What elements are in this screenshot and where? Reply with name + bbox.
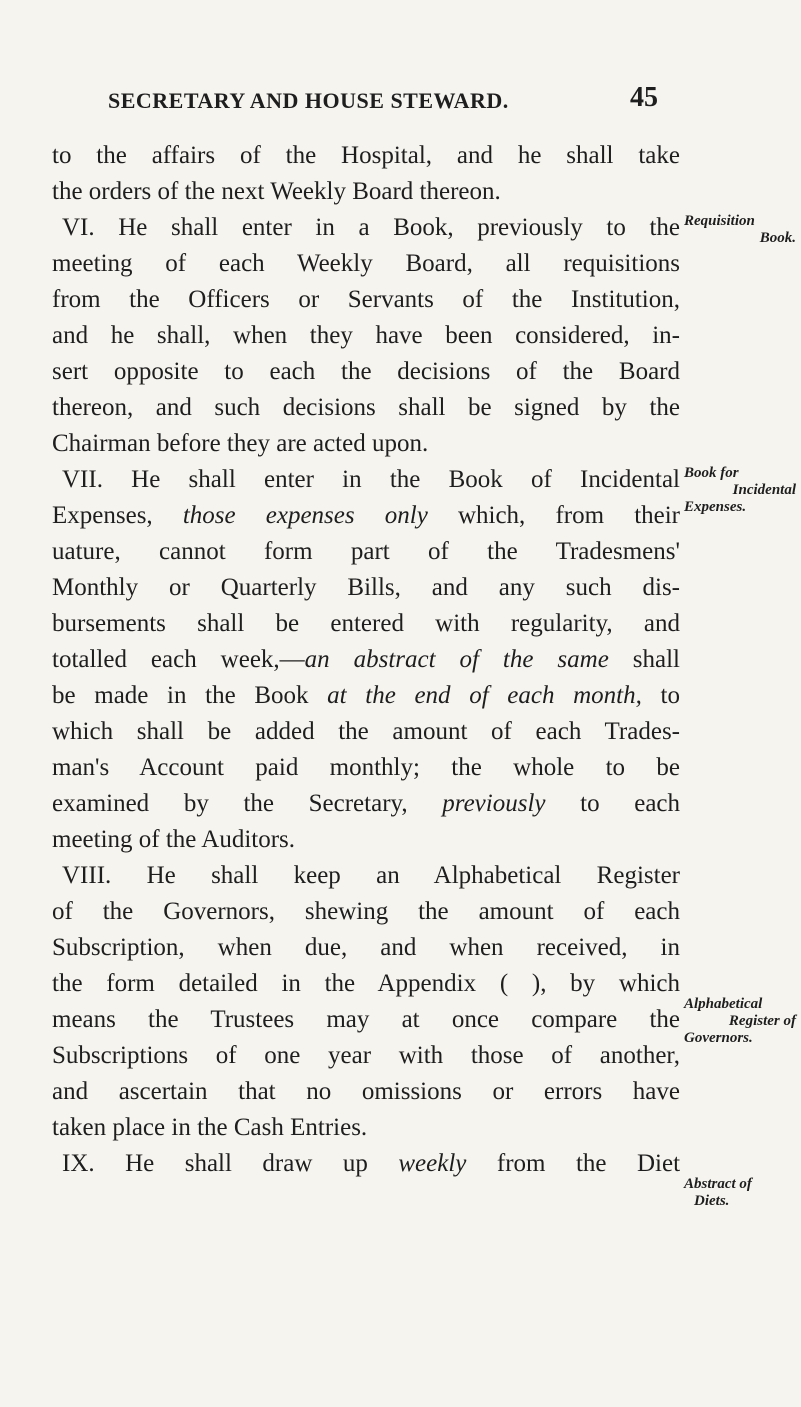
margin-note-line: Register of xyxy=(728,1013,796,1029)
text-line: VI. He shall enter in a Book, previously to the xyxy=(62,214,680,241)
margin-note-line: Governors. xyxy=(684,1030,753,1046)
text-run: shall xyxy=(632,646,680,673)
text-line: sert opposite to each the decisions of the Board xyxy=(52,358,680,385)
margin-note-line: Incidental xyxy=(732,482,796,498)
margin-note-line: Abstract of xyxy=(684,1176,752,1192)
text-line: thereon, and such decisions shall be signed by the xyxy=(52,394,680,421)
text-line: bursements shall be entered with regularity, and xyxy=(52,610,680,637)
italic-run: weekly xyxy=(398,1150,467,1177)
text-line: uature, cannot form part of the Tradesmens' xyxy=(52,538,680,565)
text-run: Expenses, xyxy=(52,502,153,529)
margin-note-line: Diets. xyxy=(694,1193,730,1209)
text-line: from the Officers or Servants of the Institution, xyxy=(52,286,680,313)
text-line: Monthly or Quarterly Bills, and any such dis- xyxy=(52,574,680,601)
text-line xyxy=(52,642,680,678)
italic-run: an abstract of the same xyxy=(304,646,609,673)
body-text xyxy=(52,138,680,1182)
italic-run: at the end of each month, xyxy=(327,682,642,709)
text-run: totalled each week,— xyxy=(52,646,305,673)
text-line: means the Trustees may at once compare the xyxy=(52,1006,680,1033)
text-line xyxy=(52,1146,680,1182)
margin-note-abstract xyxy=(684,1176,796,1210)
page-number: 45 xyxy=(630,82,658,113)
text-line: meeting of each Weekly Board, all requisitions xyxy=(52,250,680,277)
text-run: be made in the Book xyxy=(52,682,309,709)
text-line: Chairman before they are acted upon. xyxy=(52,430,429,457)
text-line xyxy=(52,786,680,822)
italic-run: previously xyxy=(442,790,546,817)
text-run: which, from their xyxy=(457,502,681,529)
text-run: from the Diet xyxy=(496,1150,681,1177)
margin-note-line: Book for xyxy=(684,465,739,481)
text-line: the form detailed in the Appendix ( ), by which xyxy=(52,970,680,997)
running-header: SECRETARY AND HOUSE STEWARD. xyxy=(108,88,509,113)
text-line: Subscription, when due, and when received, in xyxy=(52,934,680,961)
text-line: of the Governors, shewing the amount of each xyxy=(52,898,680,925)
text-run: IX. He shall draw up xyxy=(62,1150,368,1177)
text-line xyxy=(52,678,680,714)
italic-run: those expenses only xyxy=(182,502,428,529)
text-line xyxy=(52,498,680,534)
text-line: Subscriptions of one year with those of another, xyxy=(52,1042,680,1069)
margin-note-line: Requisition xyxy=(684,213,755,229)
margin-note-line: Book. xyxy=(759,230,796,246)
text-run: to each xyxy=(580,790,681,817)
text-line: which shall be added the amount of each Trades- xyxy=(52,718,680,745)
margin-note-incidental xyxy=(684,465,796,516)
text-line: to the affairs of the Hospital, and he shall take xyxy=(52,142,680,169)
text-line: VIII. He shall keep an Alphabetical Register xyxy=(62,862,680,889)
text-line: man's Account paid monthly; the whole to be xyxy=(52,754,680,781)
margin-note-alphabetical xyxy=(684,996,796,1047)
margin-note-requisition xyxy=(684,213,796,247)
text-line: VII. He shall enter in the Book of Incidental xyxy=(62,466,680,493)
text-line: the orders of the next Weekly Board thereon. xyxy=(52,178,501,205)
text-run: examined by the Secretary, xyxy=(52,790,408,817)
text-line: and he shall, when they have been considered, in- xyxy=(52,322,680,349)
text-line: taken place in the Cash Entries. xyxy=(52,1114,368,1141)
margin-note-line: Expenses. xyxy=(684,499,747,515)
margin-note-line: Alphabetical xyxy=(684,996,763,1012)
text-run: to xyxy=(660,682,680,709)
text-line: meeting of the Auditors. xyxy=(52,826,296,853)
text-line: and ascertain that no omissions or errors have xyxy=(52,1078,680,1105)
